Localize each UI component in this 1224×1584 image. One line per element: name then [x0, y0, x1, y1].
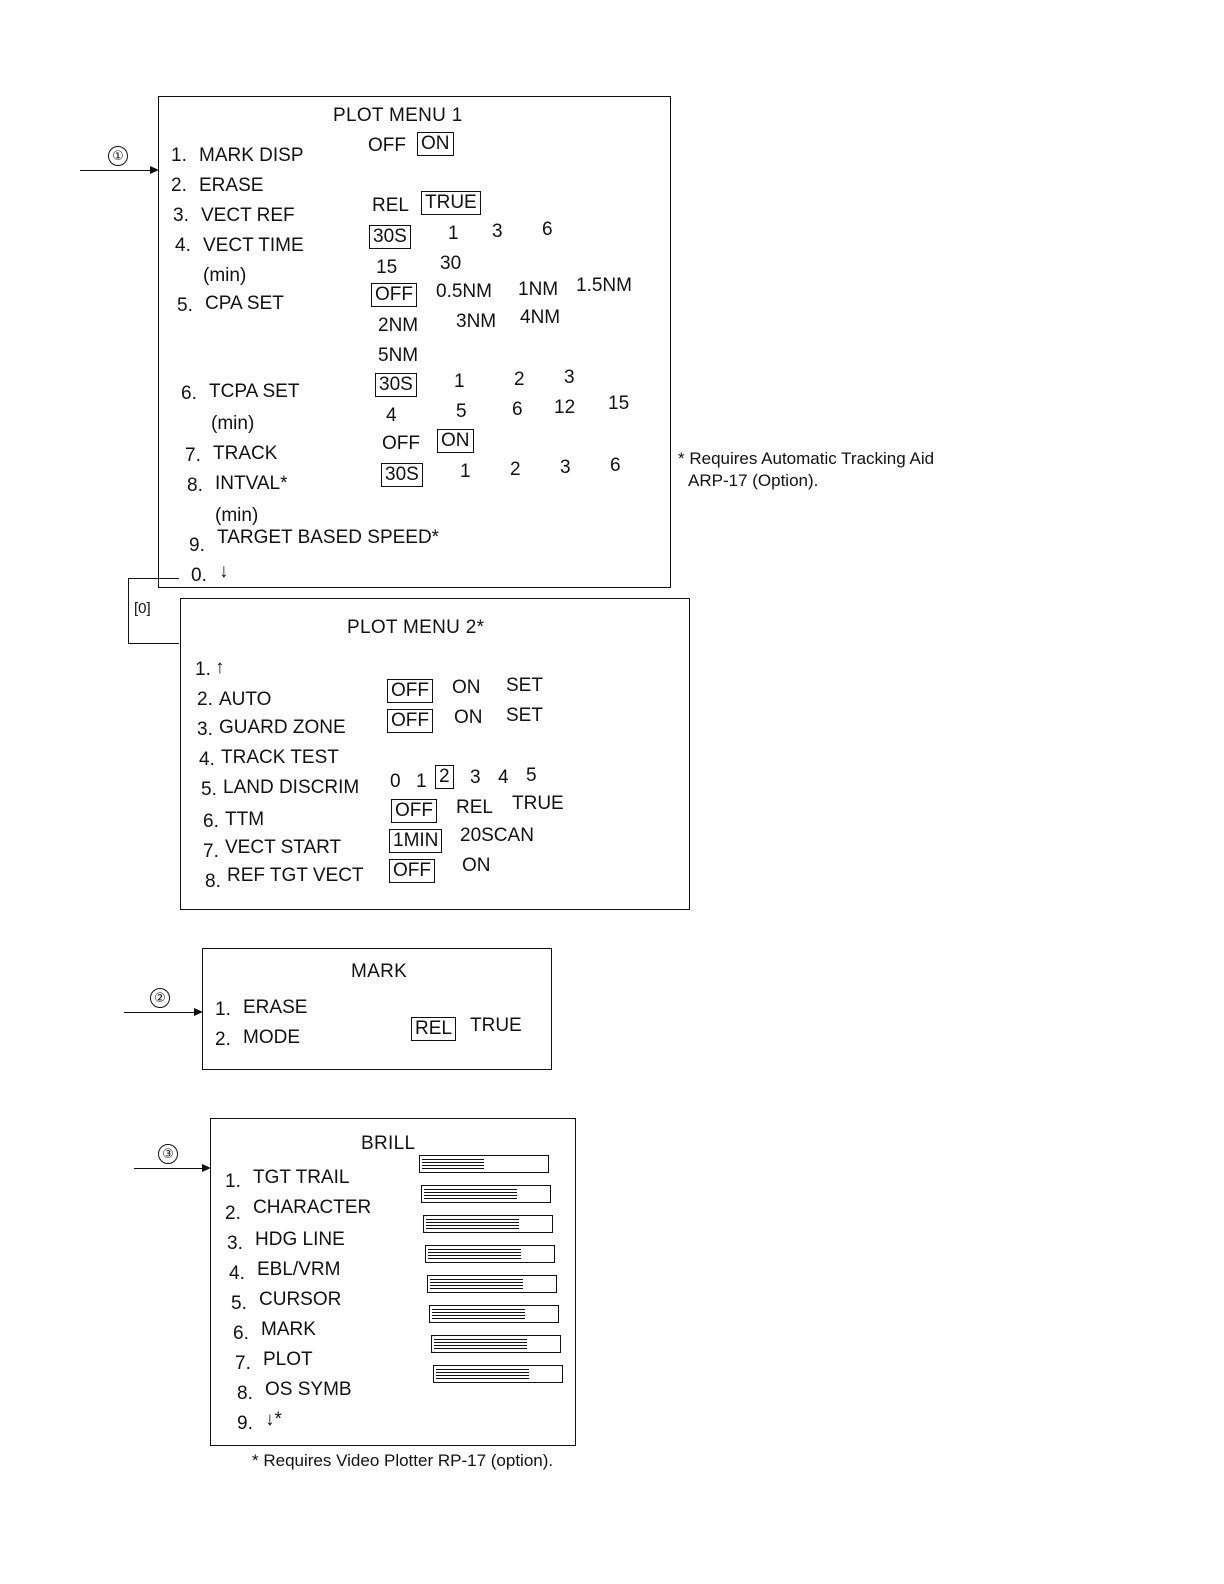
brightness-bar[interactable] — [433, 1365, 563, 1383]
option-12[interactable]: 12 — [554, 397, 576, 418]
option-20scan[interactable]: 20SCAN — [460, 825, 534, 846]
brightness-level — [436, 1369, 529, 1380]
option-rel[interactable]: REL — [456, 797, 493, 818]
brightness-bar[interactable] — [421, 1185, 551, 1203]
option-15[interactable]: 15 — [376, 257, 398, 278]
option-3[interactable]: 3 — [470, 767, 481, 788]
down-arrow-icon: ↓* — [265, 1409, 282, 1430]
item-number: 3. — [197, 719, 213, 740]
item-label: GUARD ZONE — [219, 717, 346, 738]
item-label: REF TGT VECT — [227, 865, 364, 886]
item-label: ERASE — [199, 175, 264, 196]
brightness-level — [432, 1309, 525, 1320]
brightness-level — [428, 1249, 521, 1260]
option-5[interactable]: 5 — [526, 765, 537, 786]
item-number: 3. — [227, 1233, 243, 1254]
option-rel-selected[interactable]: REL — [411, 1017, 456, 1041]
link-label: [0] — [134, 600, 151, 617]
brightness-bar[interactable] — [431, 1335, 561, 1353]
item-number: 2. — [225, 1203, 241, 1224]
option-2-selected[interactable]: 2 — [435, 765, 454, 789]
option-off-selected[interactable]: OFF — [371, 283, 417, 307]
item-label: TRACK TEST — [221, 747, 339, 768]
option-true[interactable]: TRUE — [512, 793, 564, 814]
item-number: 9. — [237, 1413, 253, 1434]
option-off-selected[interactable]: OFF — [391, 799, 437, 823]
brightness-level — [422, 1159, 484, 1170]
menu-title: PLOT MENU 2* — [347, 617, 485, 638]
item-number: 1. — [195, 659, 211, 680]
option-30[interactable]: 30 — [440, 253, 462, 274]
option-1nm[interactable]: 1NM — [518, 279, 559, 300]
option-4nm[interactable]: 4NM — [520, 307, 561, 328]
option-1[interactable]: 1 — [454, 371, 465, 392]
option-1[interactable]: 1 — [460, 461, 471, 482]
option-set[interactable]: SET — [506, 675, 543, 696]
item-number: 7. — [185, 445, 201, 466]
item-label: VECT TIME — [203, 235, 304, 256]
item-label: AUTO — [219, 689, 272, 710]
option-off-selected[interactable]: OFF — [387, 679, 433, 703]
option-off-selected[interactable]: OFF — [389, 859, 435, 883]
item-label: VECT START — [225, 837, 342, 858]
callout-marker-1: ① — [108, 146, 128, 166]
item-unit: (min) — [203, 265, 247, 286]
item-number: 0. — [191, 565, 207, 586]
item-label: TARGET BASED SPEED* — [217, 527, 440, 548]
brightness-bar[interactable] — [429, 1305, 559, 1323]
item-number: 1. — [225, 1171, 241, 1192]
brightness-level — [424, 1189, 517, 1200]
item-number: 2. — [197, 689, 213, 710]
callout-arrow-1 — [80, 170, 152, 171]
item-number: 1. — [171, 145, 187, 166]
option-2[interactable]: 2 — [514, 369, 525, 390]
item-label: INTVAL* — [215, 473, 288, 494]
item-label: MARK DISP — [199, 145, 304, 166]
item-unit: (min) — [211, 413, 255, 434]
option-30s-selected[interactable]: 30S — [369, 225, 411, 249]
option-set[interactable]: SET — [506, 705, 543, 726]
item-number: 3. — [173, 205, 189, 226]
item-number: 6. — [203, 811, 219, 832]
item-number: 6. — [233, 1323, 249, 1344]
item-number: 9. — [189, 535, 205, 556]
option-rel[interactable]: REL — [372, 195, 409, 216]
option-2[interactable]: 2 — [510, 459, 521, 480]
callout-arrow-3 — [134, 1168, 204, 1169]
item-number: 8. — [237, 1383, 253, 1404]
item-number: 4. — [199, 749, 215, 770]
callout-arrow-2 — [124, 1012, 196, 1013]
option-6[interactable]: 6 — [512, 399, 523, 420]
item-number: 2. — [171, 175, 187, 196]
option-2nm[interactable]: 2NM — [378, 315, 419, 336]
option-true[interactable]: TRUE — [470, 1015, 522, 1036]
option-on[interactable]: ON — [454, 707, 483, 728]
brightness-bar[interactable] — [419, 1155, 549, 1173]
item-number: 5. — [177, 295, 193, 316]
down-arrow-icon: ↓ — [219, 561, 229, 582]
callout-marker-3: ③ — [158, 1144, 178, 1164]
option-0[interactable]: 0 — [390, 771, 401, 792]
note-line: ARP-17 (Option). — [688, 471, 819, 490]
item-label: MODE — [243, 1027, 300, 1048]
menu-title: BRILL — [361, 1133, 416, 1154]
item-number: 2. — [215, 1029, 231, 1050]
item-number: 7. — [203, 841, 219, 862]
menu-title: PLOT MENU 1 — [333, 105, 463, 126]
option-4[interactable]: 4 — [498, 767, 509, 788]
option-off[interactable]: OFF — [368, 135, 406, 156]
item-number: 8. — [187, 475, 203, 496]
item-number: 7. — [235, 1353, 251, 1374]
option-1[interactable]: 1 — [416, 771, 427, 792]
plot-menu-2 — [180, 598, 690, 910]
brightness-level — [426, 1219, 519, 1230]
option-true-selected[interactable]: TRUE — [421, 191, 481, 215]
item-label: TTM — [225, 809, 265, 830]
item-label: CURSOR — [259, 1289, 342, 1310]
option-30s-selected[interactable]: 30S — [381, 463, 423, 487]
option-5nm[interactable]: 5NM — [378, 345, 419, 366]
option-on-selected[interactable]: ON — [437, 429, 474, 453]
menu-title: MARK — [351, 961, 408, 982]
option-off-selected[interactable]: OFF — [387, 709, 433, 733]
callout-marker-2: ② — [150, 988, 170, 1008]
item-label: VECT REF — [201, 205, 295, 226]
note-arp — [678, 448, 934, 492]
item-number: 4. — [175, 235, 191, 256]
option-1-5nm[interactable]: 1.5NM — [576, 275, 632, 296]
brightness-bar[interactable] — [425, 1245, 555, 1263]
note-line: * Requires Automatic Tracking Aid — [678, 449, 935, 468]
option-30s-selected[interactable]: 30S — [375, 373, 417, 397]
option-5[interactable]: 5 — [456, 401, 467, 422]
note-video-plotter: * Requires Video Plotter RP-17 (option). — [252, 1451, 554, 1470]
item-label: TGT TRAIL — [253, 1167, 350, 1188]
option-3[interactable]: 3 — [564, 367, 575, 388]
item-label: TRACK — [213, 443, 278, 464]
item-number: 5. — [201, 779, 217, 800]
item-label: HDG LINE — [255, 1229, 345, 1250]
plot-menu-1 — [158, 96, 671, 588]
option-3[interactable]: 3 — [492, 221, 503, 242]
option-3nm[interactable]: 3NM — [456, 311, 497, 332]
item-number: 8. — [205, 871, 221, 892]
brightness-level — [434, 1339, 527, 1350]
item-label: PLOT — [263, 1349, 313, 1370]
up-arrow-icon: ↑ — [215, 657, 225, 678]
option-1[interactable]: 1 — [448, 223, 459, 244]
item-label: MARK — [261, 1319, 316, 1340]
option-6[interactable]: 6 — [610, 455, 621, 476]
option-6[interactable]: 6 — [542, 219, 553, 240]
item-number: 6. — [181, 383, 197, 404]
option-on[interactable]: ON — [462, 855, 491, 876]
option-15[interactable]: 15 — [608, 393, 630, 414]
item-number: 1. — [215, 999, 231, 1020]
brill-menu — [210, 1118, 576, 1446]
mark-menu — [202, 948, 552, 1070]
item-unit: (min) — [215, 505, 259, 526]
brightness-bar[interactable] — [423, 1215, 553, 1233]
item-label: CPA SET — [205, 293, 284, 314]
item-label: LAND DISCRIM — [223, 777, 360, 798]
item-label: ERASE — [243, 997, 308, 1018]
option-on[interactable]: ON — [452, 677, 481, 698]
option-4[interactable]: 4 — [386, 405, 397, 426]
item-number: 4. — [229, 1263, 245, 1284]
item-label: TCPA SET — [209, 381, 300, 402]
brightness-bar[interactable] — [427, 1275, 557, 1293]
brightness-level — [430, 1279, 523, 1290]
item-number: 5. — [231, 1293, 247, 1314]
option-on-selected[interactable]: ON — [417, 132, 454, 156]
option-0-5nm[interactable]: 0.5NM — [436, 281, 492, 302]
item-label: CHARACTER — [253, 1197, 372, 1218]
option-off[interactable]: OFF — [382, 433, 420, 454]
option-1min-selected[interactable]: 1MIN — [389, 829, 442, 853]
item-label: OS SYMB — [265, 1379, 352, 1400]
item-label: EBL/VRM — [257, 1259, 341, 1280]
option-3[interactable]: 3 — [560, 457, 571, 478]
